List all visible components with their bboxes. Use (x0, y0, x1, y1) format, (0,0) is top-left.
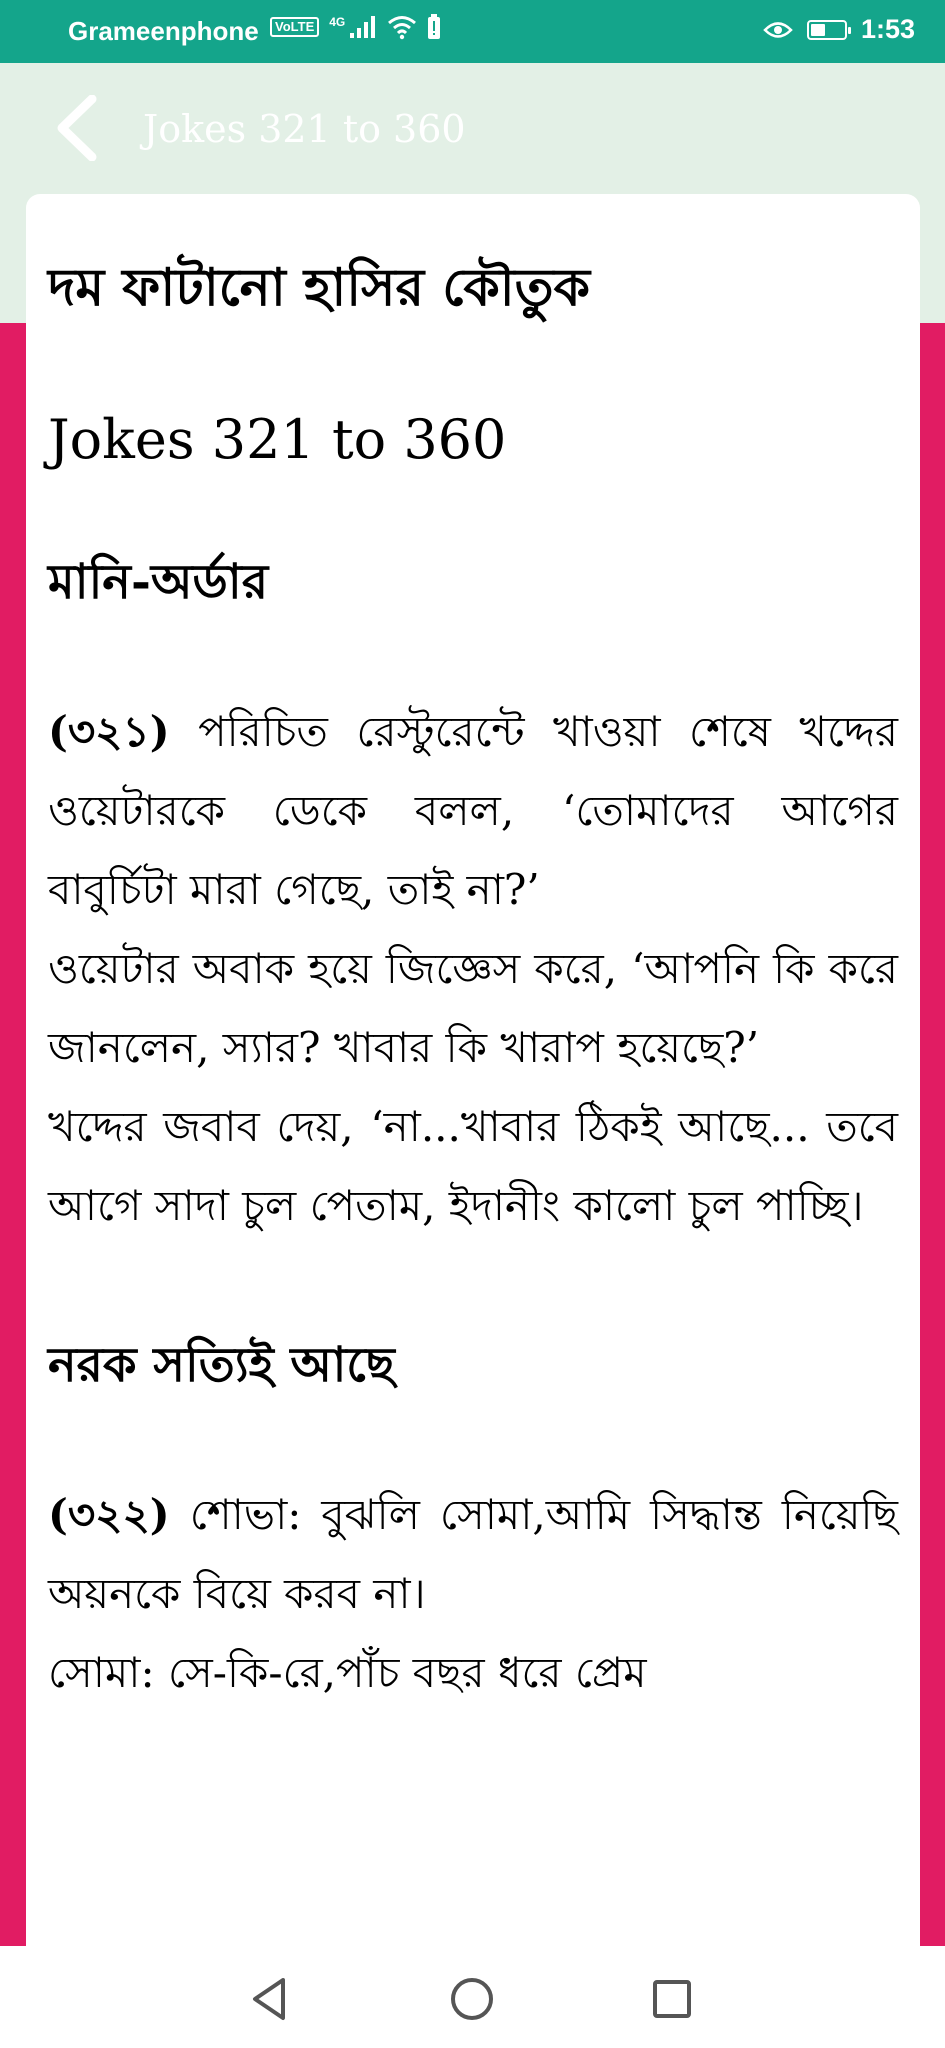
system-nav-bar (0, 1946, 945, 2048)
section-subtitle: Jokes 321 to 360 (48, 408, 507, 471)
status-right-icons (763, 14, 915, 45)
battery-alert-icon (427, 14, 441, 40)
circle-home-icon[interactable] (447, 1974, 497, 2024)
back-button[interactable] (42, 93, 112, 163)
status-left-icons (270, 14, 441, 40)
battery-icon (807, 20, 847, 40)
joke-text: পরিচিত রেস্টুরেন্টে খাওয়া শেষে খদ্দের ওয়েটারকে ডেকে বলল, ‘তোমাদের আগের বাবুর্চিটা মারা গেছে, তাই না?’ (48, 707, 898, 914)
triangle-back-icon[interactable] (245, 1974, 295, 2024)
signal-icon (349, 15, 377, 39)
joke-number: (৩২২) (48, 1490, 170, 1539)
joke-paragraph: খদ্দের জবাব দেয়, ‘না...খাবার ঠিকই আছে... তবে আগে সাদা চুল পেতাম, ইদানীং কালো চুল পাচ্ছি। (48, 1102, 898, 1230)
book-title: দম ফাটানো হাসির কৌতুক (48, 257, 590, 318)
content-card[interactable] (26, 194, 920, 1946)
carrier-name: Grameenphone (68, 16, 259, 46)
wifi-icon (387, 14, 417, 40)
eye-comfort-icon (763, 18, 793, 42)
joke-paragraph: সোমা: সে-কি-রে,পাঁচ বছর ধরে প্রেম (48, 1648, 647, 1697)
network-type: 4G (329, 15, 346, 29)
square-recents-icon[interactable] (647, 1974, 697, 2024)
joke-paragraph (48, 692, 898, 929)
volte-badge: VoLTE (270, 17, 319, 37)
status-time: 1:53 (860, 14, 915, 44)
chevron-left-icon (52, 95, 102, 161)
joke-title: মানি-অর্ডার (48, 554, 269, 610)
joke-paragraph (48, 1475, 898, 1633)
joke-title: নরক সত্যিই আছে (48, 1337, 395, 1393)
joke-paragraph: ওয়েটার অবাক হয়ে জিজ্ঞেস করে, ‘আপনি কি করে জানলেন, স্যার? খাবার কি খারাপ হয়েছে?’ (48, 944, 898, 1072)
status-bar (0, 0, 945, 63)
app-bar-title: Jokes 321 to 360 (143, 107, 466, 151)
joke-text: শোভা: বুঝলি সোমা,আমি সিদ্ধান্ত নিয়েছি অয়নকে বিয়ে করব না। (48, 1490, 898, 1618)
joke-number: (৩২১) (48, 707, 170, 756)
joke-content (26, 194, 920, 1712)
